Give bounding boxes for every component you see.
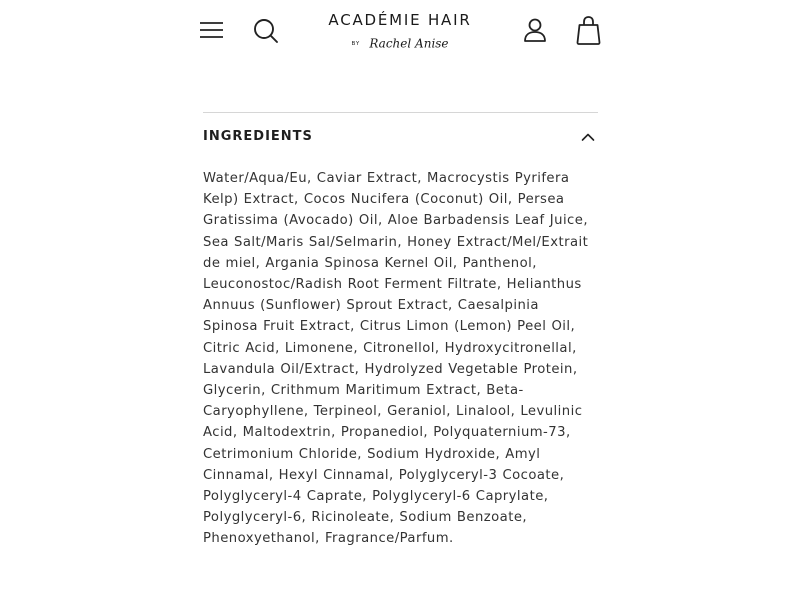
logo-by: BY	[351, 40, 361, 47]
section-divider	[203, 112, 598, 113]
shopping-bag-icon	[575, 15, 602, 45]
cart-button[interactable]	[575, 15, 602, 45]
search-icon	[252, 17, 280, 45]
section-title: INGREDIENTS	[203, 129, 313, 144]
user-icon	[522, 16, 548, 44]
ingredients-accordion-toggle[interactable]	[203, 124, 598, 152]
site-header	[0, 0, 800, 62]
brand-logo[interactable]	[300, 10, 500, 56]
logo-title: ACADÉMIE HAIR	[328, 11, 472, 29]
logo-subtitle	[300, 35, 500, 51]
logo-signature: Rachel Anise	[369, 36, 449, 51]
hamburger-menu-icon	[199, 18, 225, 42]
account-button[interactable]	[522, 16, 548, 44]
ingredients-text: Water/Aqua/Eu, Caviar Extract, Macrocystis Pyrifera Kelp) Extract, Cocos Nucifera (Coconut) Oil, Persea Gratissima (Avocado) Oil, Aloe Barbadensis Leaf Juice, Sea Salt/Maris Sal/Selmarin, Honey Extract/Mel/Extrait de miel, Argania Spinosa Kernel Oil, Panthenol, Leuconostoc/Radish Root Ferment Filtrate, Helianthus Annuus (Sunflower) Sprout Extract, Caesalpinia Spinosa Fruit Extract, Citrus Limon (Lemon) Peel Oil, Citric Acid, Limonene, Citronellol, Hydroxycitronellal, Lavandula Oil/Extract, Hydrolyzed Vegetable Protein, Glycerin, Crithmum Maritimum Extract, Beta-Caryophyllene, Terpineol, Geraniol, Linalool, Levulinic Acid, Maltodextrin, Propanediol, Polyquaternium-73, Cetrimonium Chloride, Sodium Hydroxide, Amyl Cinnamal, Hexyl Cinnamal, Polyglyceryl-3 Cocoate, Polyglyceryl-4 Caprate, Polyglyceryl-6 Caprylate, Polyglyceryl-6, Ricinoleate, Sodium Benzoate, Phenoxyethanol, Fragrance/Parfum.	[203, 171, 589, 547]
chevron-up-icon	[581, 132, 595, 142]
search-button[interactable]	[252, 17, 280, 45]
menu-button[interactable]	[199, 18, 225, 42]
